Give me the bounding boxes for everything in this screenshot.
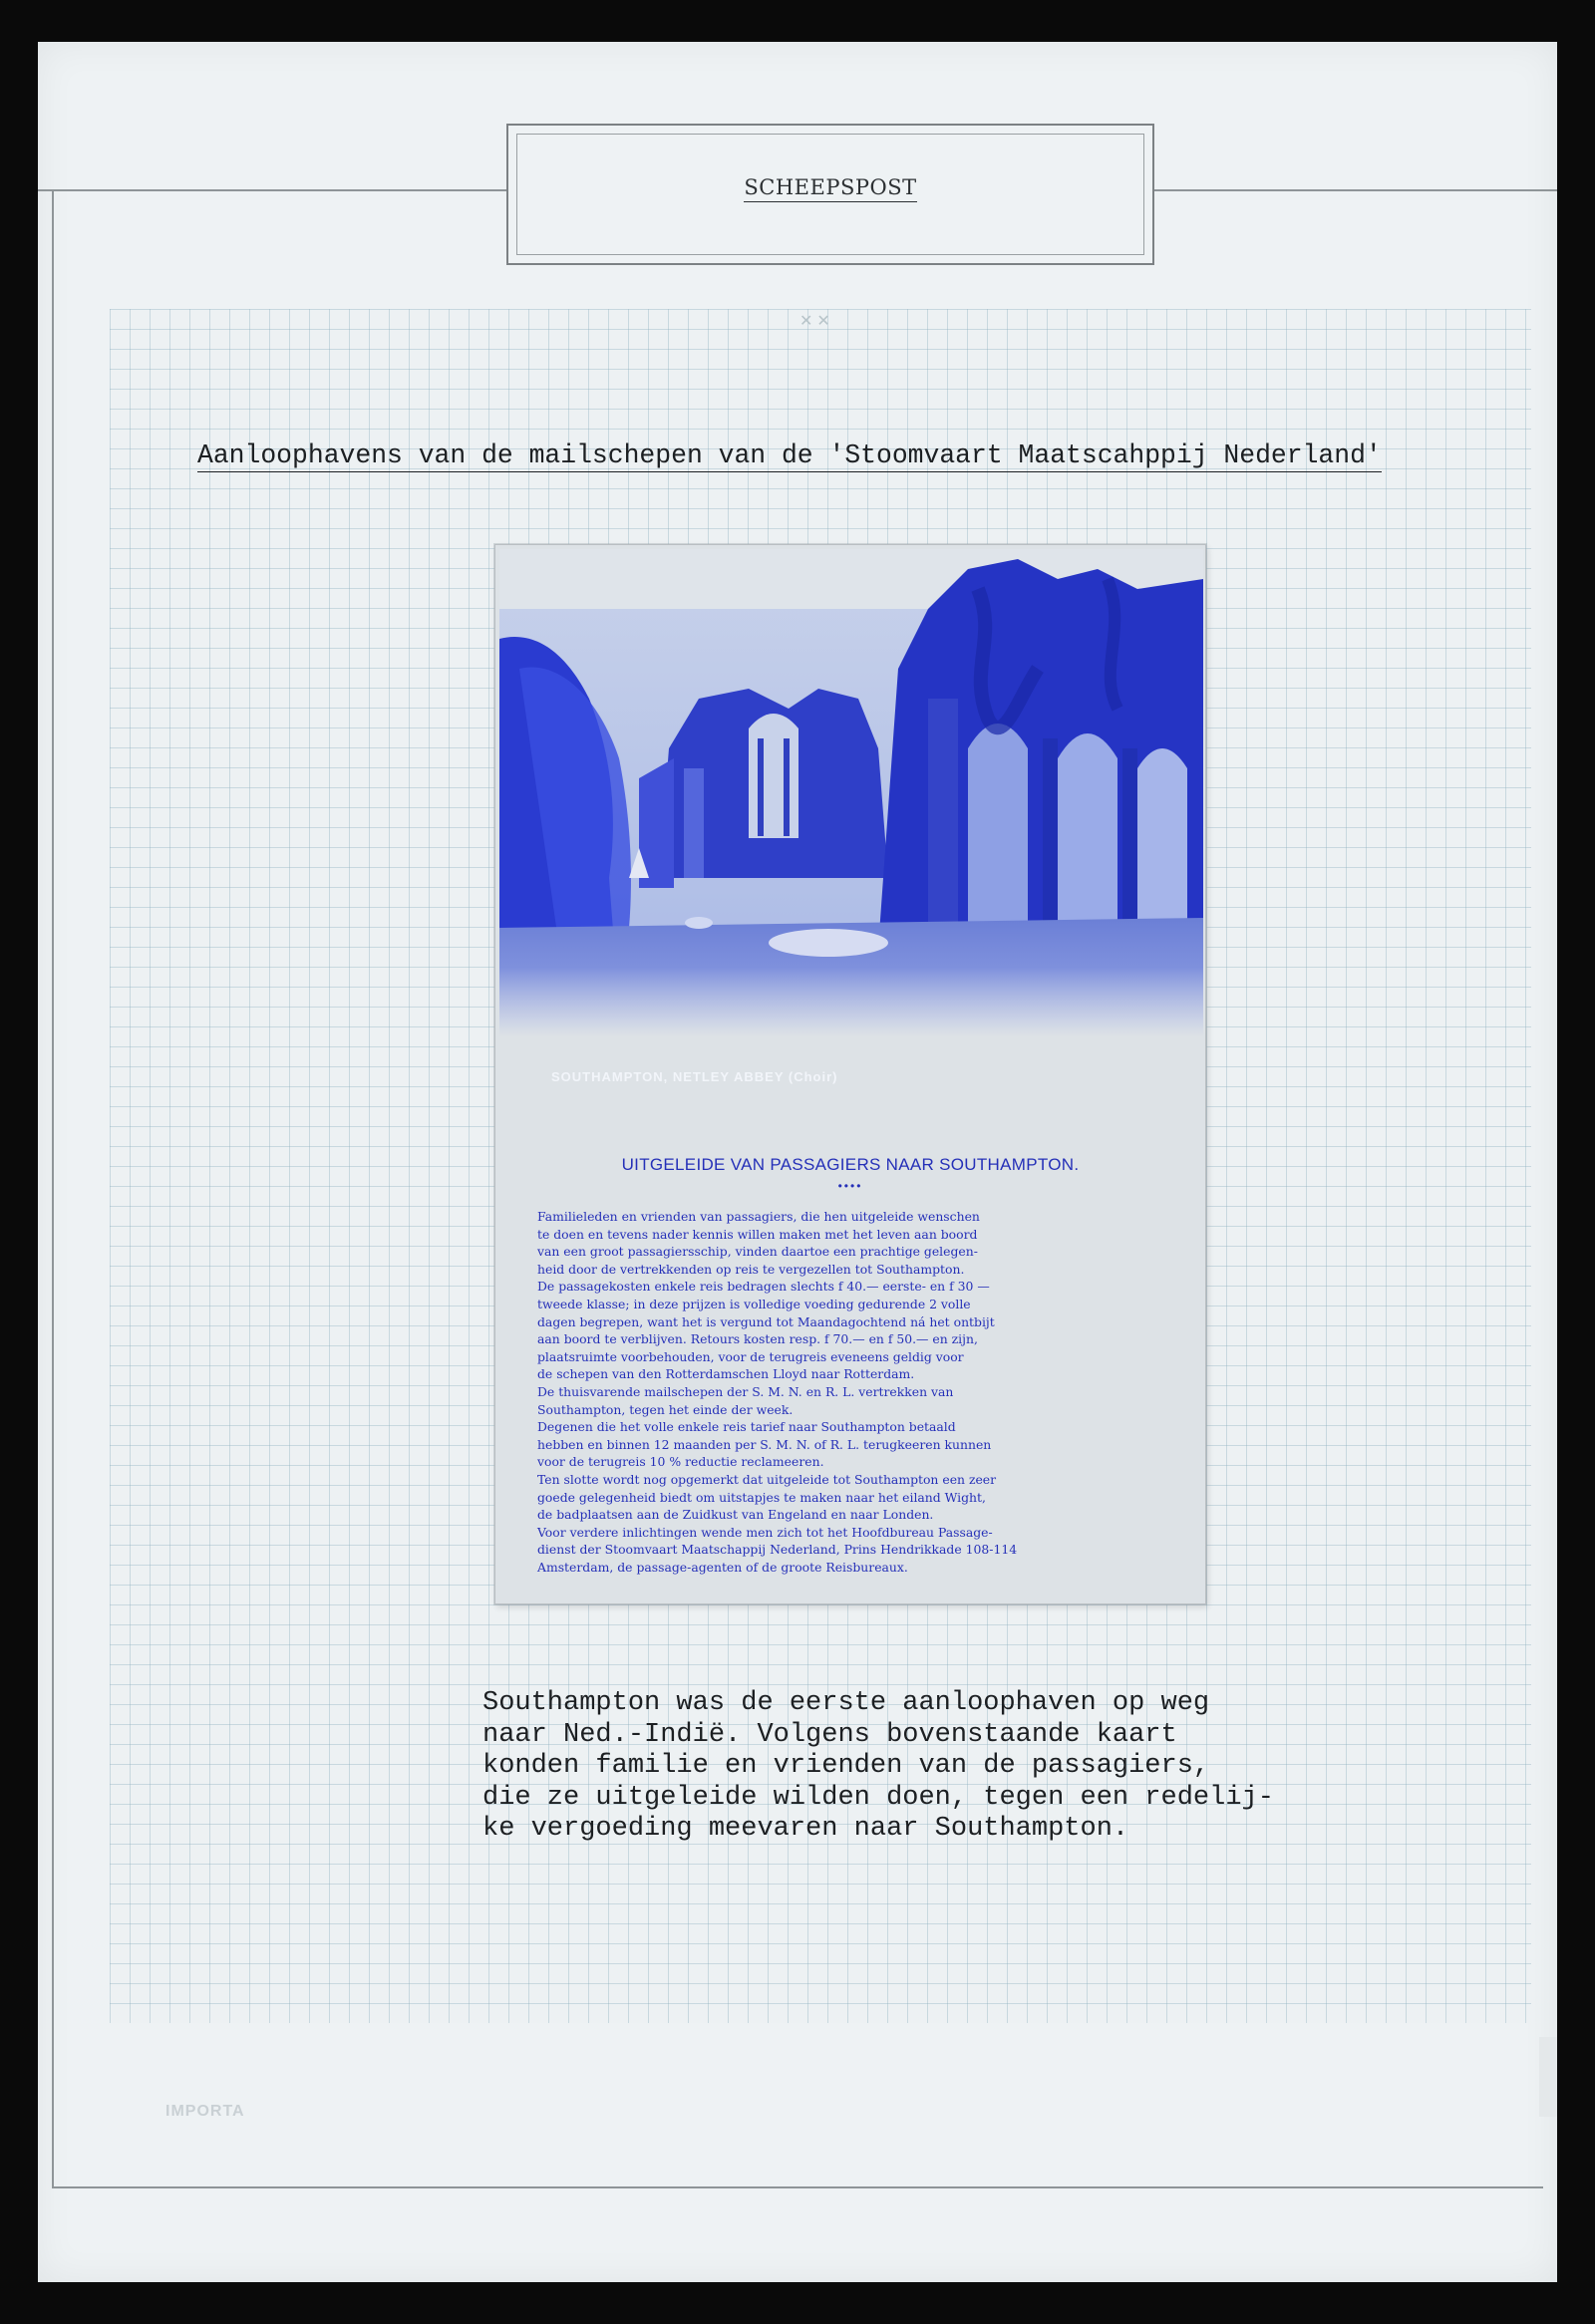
postcard-body-line: tweede klasse; in deze prijzen is volledige voeding gedurende 2 volle	[537, 1296, 971, 1311]
description-text	[482, 1688, 1290, 1846]
postcard-body-line: Southampton, tegen het einde der week.	[537, 1401, 794, 1417]
page-title: Aanloophavens van de mailschepen van de 'Stoomvaart Maatscahppij Nederland'	[197, 440, 1382, 470]
postcard-heading: UITGELEIDE VAN PASSAGIERS NAAR SOUTHAMPTON.	[621, 1155, 1080, 1174]
postcard-body-line: hebben en binnen 12 maanden per S. M. N. of R. L. terugkeeren kunnen	[537, 1436, 992, 1452]
postcard-body-line: de badplaatsen aan de Zuidkust van Engeland en naar Londen.	[537, 1507, 934, 1523]
postcard-body-line: goede gelegenheid biedt om uitstapjes te maken naar het eiland Wight,	[537, 1489, 986, 1505]
postcard-body-line: De passagekosten enkele reis bedragen slechts f 40.— eerste- en f 30 —	[537, 1279, 990, 1295]
postcard-body-line: voor de terugreis 10 % reductie reclameeren.	[537, 1454, 824, 1470]
frame-line-top-right	[1152, 189, 1557, 191]
album-page	[38, 42, 1557, 2282]
postcard-photo-netley-abbey	[499, 549, 1203, 1037]
postcard-body-line: Degenen die het volle enkele reis tarief naar Southampton betaald	[537, 1419, 956, 1435]
description-line: Southampton was de eerste aanloophaven op weg	[482, 1688, 1210, 1718]
postcard-photo-caption: SOUTHAMPTON, NETLEY ABBEY (Choir)	[551, 1069, 838, 1084]
header-box	[506, 124, 1154, 265]
postcard-body-line: de schepen van den Rotterdamschen Lloyd naar Rotterdam.	[537, 1366, 915, 1382]
postcard-body	[537, 1208, 1163, 1576]
postcard-body-line: van een groot passagiersschip, vinden daartoe een prachtige gelegen-	[537, 1244, 978, 1260]
manufacturer-watermark: IMPORTA	[165, 2103, 245, 2120]
postcard-body-line: dagen begrepen, want het is vergund tot Maandagochtend ná het ontbijt	[537, 1313, 995, 1329]
description-line: naar Ned.-Indië. Volgens bovenstaande kaart	[482, 1719, 1177, 1750]
frame-line-left	[52, 189, 54, 2186]
description-line: die ze uitgeleide wilden doen, tegen een redelij-	[482, 1782, 1274, 1813]
postcard-body-line: Amsterdam, de passage-agenten of de groote Reisbureaux.	[537, 1559, 908, 1575]
frame-line-top-left	[38, 189, 506, 191]
description-line: konden familie en vrienden van de passagiers,	[482, 1751, 1210, 1781]
postcard-body-line: dienst der Stoomvaart Maatschappij Nederland, Prins Hendrikkade 108-114	[537, 1542, 1018, 1558]
postcard-body-line: Familieleden en vrienden van passagiers, die hen uitgeleide wenschen	[537, 1209, 980, 1224]
postcard-ornament: ••••	[837, 1179, 863, 1193]
postcard-body-line: heid door de vertrekkenden op reis te vergezellen tot Southampton.	[537, 1261, 965, 1277]
header-title: SCHEEPSPOST	[508, 175, 1152, 199]
postcard-body-line: plaatsruimte voorbehouden, voor de terugreis eveneens geldig voor	[537, 1348, 964, 1364]
grid-corner-marks: ✕✕	[799, 313, 834, 330]
postcard-body-line: De thuisvarende mailschepen der S. M. N. en R. L. vertrekken van	[537, 1383, 954, 1399]
postcard-body-line: Voor verdere inlichtingen wende men zich tot het Hoofdbureau Passage-	[537, 1524, 993, 1540]
frame-line-bottom	[52, 2186, 1543, 2188]
postcard-body-line: te doen en tevens nader kennis willen maken met het leven aan boord	[537, 1226, 978, 1242]
page-edge-tab	[1539, 2037, 1557, 2117]
postcard-body-line: aan boord te verblijven. Retours kosten resp. f 70.— en f 50.— en zijn,	[537, 1331, 978, 1347]
postcard	[494, 544, 1206, 1604]
postcard-body-line: Ten slotte wordt nog opgemerkt dat uitgeleide tot Southampton een zeer	[537, 1471, 997, 1487]
description-line: ke vergoeding meevaren naar Southampton.	[482, 1814, 1129, 1844]
